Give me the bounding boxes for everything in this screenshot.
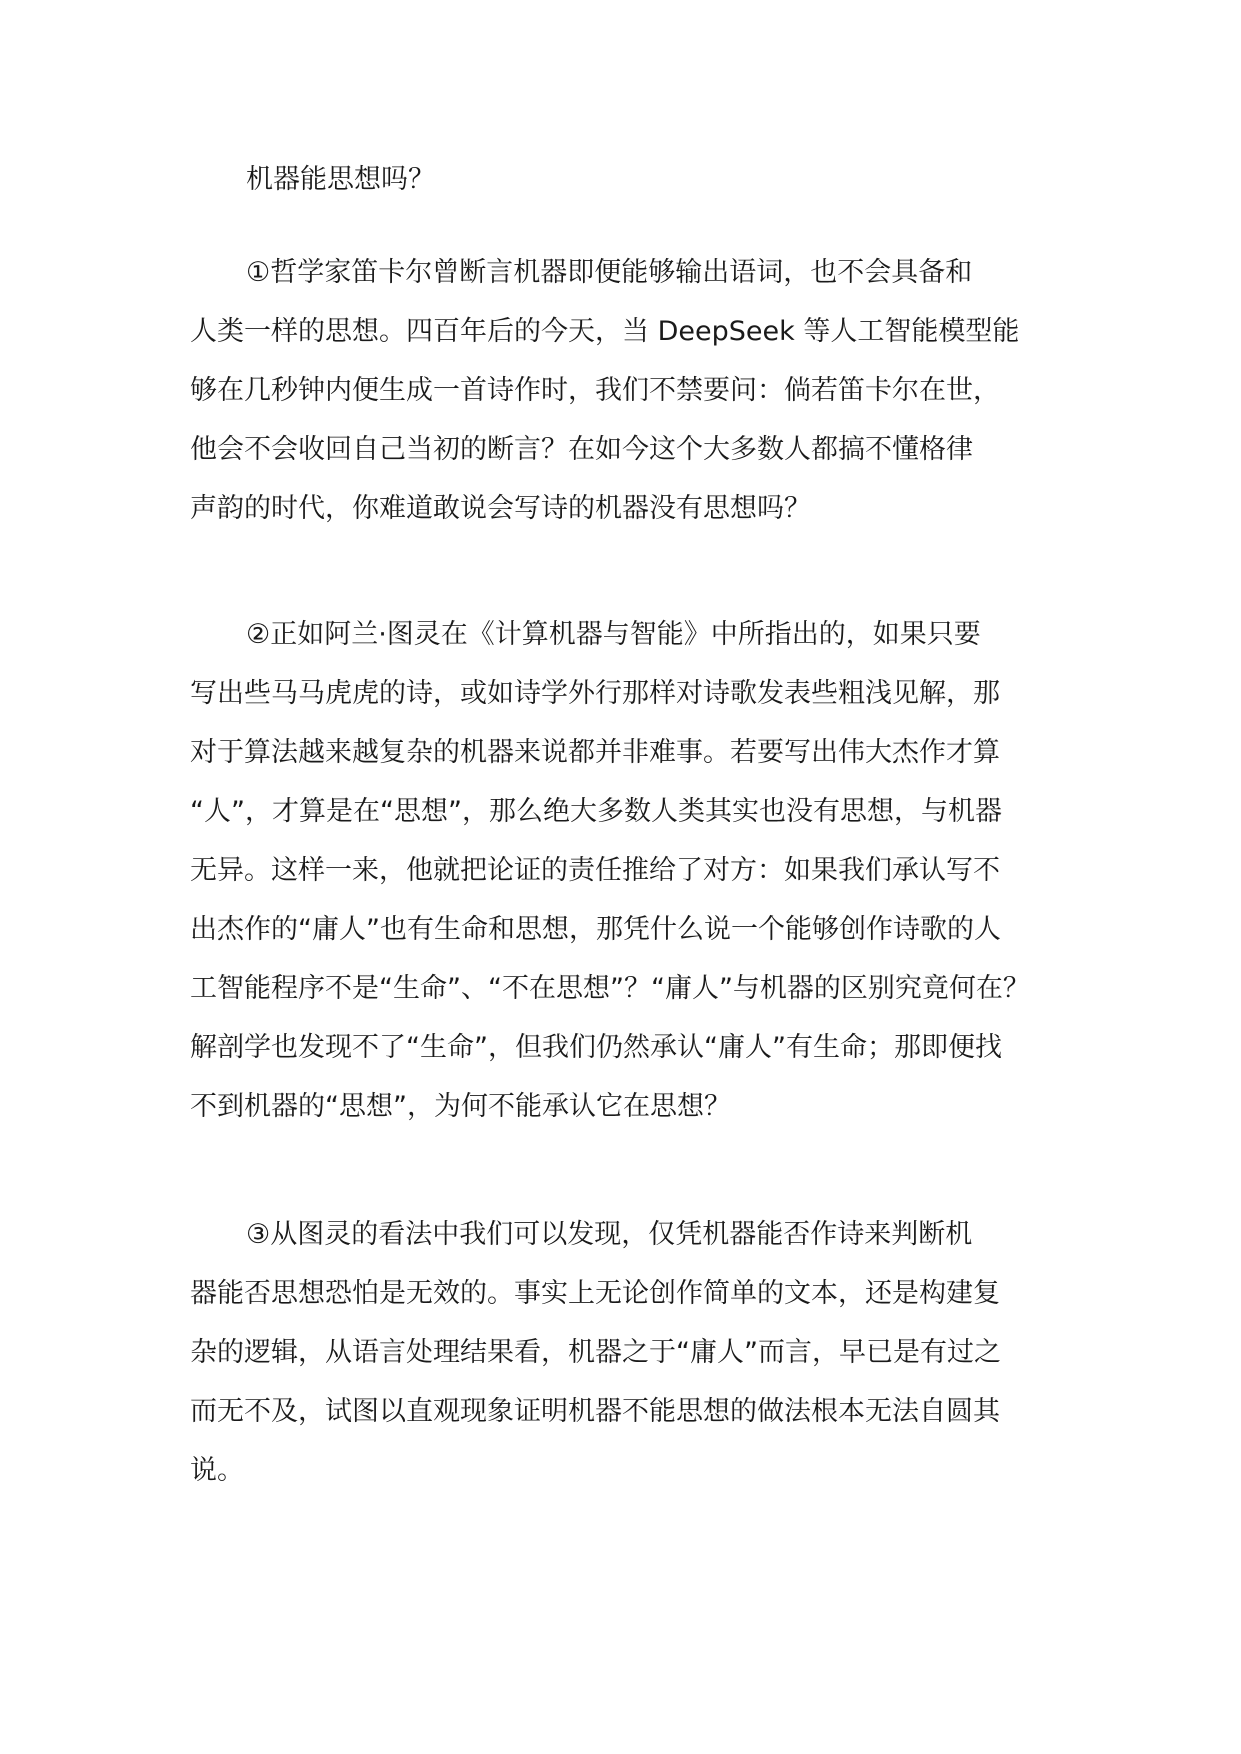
paragraph-line: 声韵的时代，你难道敢说会写诗的机器没有思想吗？ — [190, 493, 811, 524]
paragraph-line: 不到机器的“思想”，为何不能承认它在思想？ — [190, 1091, 731, 1122]
paragraph-line: 工智能程序不是“生命”、“不在思想”？“庸人”与机器的区别究竟何在？ — [190, 973, 1030, 1004]
paragraph-line: ①哲学家笛卡尔曾断言机器即便能够输出语词，也不会具备和 — [246, 257, 973, 288]
paragraph-line: 对于算法越来越复杂的机器来说都并非难事。若要写出伟大杰作才算 — [190, 737, 1000, 768]
paragraph-line: 而无不及，试图以直观现象证明机器不能思想的做法根本无法自圆其 — [190, 1396, 1000, 1427]
paragraph-1 — [190, 243, 1019, 538]
paragraph-line: “人”，才算是在“思想”，那么绝大多数人类其实也没有思想，与机器 — [190, 796, 1002, 827]
paragraph-3 — [190, 1205, 1001, 1500]
paragraph-line: 人类一样的思想。四百年后的今天，当 DeepSeek 等人工智能模型能 — [190, 316, 1020, 347]
document-title: 机器能思想吗？ — [246, 164, 435, 195]
paragraph-line: 无异。这样一来，他就把论证的责任推给了对方：如果我们承认写不 — [190, 855, 1000, 886]
paragraph-2 — [190, 605, 1030, 1136]
paragraph-line: 写出些马马虎虎的诗，或如诗学外行那样对诗歌发表些粗浅见解，那 — [190, 678, 1000, 709]
paragraph-line: 他会不会收回自己当初的断言？在如今这个大多数人都搞不懂格律 — [190, 434, 973, 465]
paragraph-line: 出杰作的“庸人”也有生命和思想，那凭什么说一个能够创作诗歌的人 — [190, 914, 1001, 945]
paragraph-line: 说。 — [190, 1455, 244, 1486]
paragraph-line: 够在几秒钟内便生成一首诗作时，我们不禁要问：倘若笛卡尔在世， — [190, 375, 1000, 406]
paragraph-line: 器能否思想恐怕是无效的。事实上无论创作简单的文本，还是构建复 — [190, 1278, 1000, 1309]
paragraph-line: ③从图灵的看法中我们可以发现，仅凭机器能否作诗来判断机 — [246, 1219, 973, 1250]
paragraph-line: ②正如阿兰·图灵在《计算机器与智能》中所指出的，如果只要 — [246, 619, 981, 650]
paragraph-line: 解剖学也发现不了“生命”，但我们仍然承认“庸人”有生命；那即便找 — [190, 1032, 1002, 1063]
paragraph-line: 杂的逻辑，从语言处理结果看，机器之于“庸人”而言，早已是有过之 — [190, 1337, 1001, 1368]
